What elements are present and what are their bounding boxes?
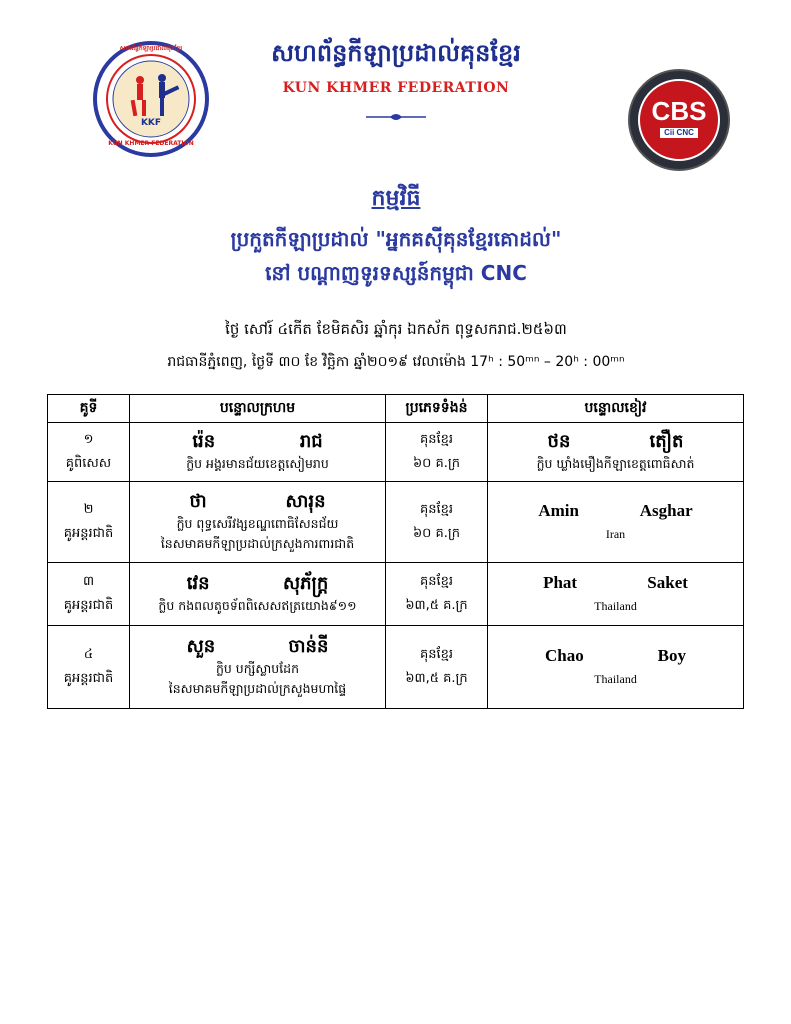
red-first-name: សួន bbox=[186, 636, 216, 657]
weight-class: គុនខ្មែរ bbox=[419, 647, 453, 662]
program-title: កម្មវិធី bbox=[371, 186, 421, 211]
header-blue-corner: បន្ទោលខៀវ bbox=[488, 395, 744, 423]
table-row bbox=[48, 482, 744, 563]
blue-country: Iran bbox=[605, 527, 626, 541]
table-row bbox=[48, 423, 744, 482]
red-club-association: នៃសមាគមកីឡាប្រដាល់ក្រសួងការពារជាតិ bbox=[160, 536, 355, 551]
event-date-time: រាជធានីភ្នំពេញ, ថ្ងៃទី ៣០ ខែ វិច្ឆិកា ឆ្នាំ២០១៩ វេលាម៉ោង 17ʰ : 50ᵐⁿ – 20ʰ : 00ᵐⁿ bbox=[167, 354, 625, 370]
header-red-corner: បន្ទោលក្រហម bbox=[130, 395, 386, 423]
fight-card-table bbox=[47, 394, 744, 709]
cbs-logo-text: CBS bbox=[651, 96, 707, 126]
bout-type: គូអន្តរជាតិ bbox=[63, 598, 114, 613]
blue-club: ក្លិប ឃ្លាំងមឿងកីឡាខេត្តពោធិសាត់ bbox=[536, 456, 695, 471]
bout-number: ៤ bbox=[83, 647, 94, 662]
bout-type: គូអន្តរជាតិ bbox=[63, 526, 114, 541]
bout-number: ១ bbox=[83, 432, 94, 447]
red-club-association: នៃសមាគមកីឡាប្រដាល់ក្រសួងមហាផ្ទៃ bbox=[168, 681, 347, 696]
red-last-name: សុភ័ក្ត្រ bbox=[282, 573, 329, 594]
red-first-name: ថា bbox=[189, 491, 207, 512]
blue-last-name: Saket bbox=[647, 573, 688, 592]
weight: ៦៣,៥ គ.ក្រ bbox=[405, 671, 468, 686]
weight-class: គុនខ្មែរ bbox=[419, 502, 453, 517]
red-club: ក្លិប ពុទ្ធសេរីវង្សខណ្ឌពោធិសែនជ័យ bbox=[176, 516, 339, 531]
header-weight-class: ប្រភេទទំងន់ bbox=[386, 395, 488, 423]
blue-first-name: Amin bbox=[538, 501, 579, 520]
weight-class: គុនខ្មែរ bbox=[419, 574, 453, 589]
red-last-name: ចាន់នី bbox=[288, 636, 329, 657]
weight-class: គុនខ្មែរ bbox=[419, 432, 453, 447]
weight: ៦៣,៥ គ.ក្រ bbox=[405, 598, 468, 613]
event-title: ប្រកួតកីឡាប្រដាល់ "អ្នកគស៊ីគុនខ្មែរគោដល់" bbox=[230, 227, 562, 251]
table-row bbox=[48, 563, 744, 626]
bout-number: ២ bbox=[83, 502, 94, 517]
red-first-name: វេន bbox=[186, 573, 210, 594]
red-first-name: រ៉េន bbox=[192, 431, 216, 452]
ornament-divider-icon bbox=[366, 108, 426, 120]
red-last-name: សារុន bbox=[285, 491, 326, 512]
blue-country: Thailand bbox=[594, 672, 637, 686]
table-row bbox=[48, 626, 744, 709]
blue-first-name: Chao bbox=[544, 646, 584, 665]
bout-type: គូពិសេស bbox=[65, 456, 112, 471]
table-header-row bbox=[48, 395, 744, 423]
header-bout-number: គូទី bbox=[48, 395, 130, 423]
weight: ៦០ គ.ក្រ bbox=[412, 456, 461, 471]
red-last-name: រាជ bbox=[299, 431, 323, 452]
bout-type: គូអន្តរជាតិ bbox=[63, 671, 114, 686]
bout-number: ៣ bbox=[82, 574, 95, 589]
red-club: ក្លិប កងពលតូចទ័ពពិសេសឥត្រយោង៩១១ bbox=[158, 598, 357, 613]
kkf-logo bbox=[92, 40, 210, 158]
blue-last-name: Asghar bbox=[639, 501, 693, 520]
cbs-logo bbox=[620, 68, 738, 172]
blue-first-name: ថន bbox=[547, 431, 571, 452]
logo-bottom-text: KUN KHMER FEDERATION bbox=[108, 140, 194, 147]
federation-name-khmer: សហព័ន្ធកីឡាប្រដាល់គុនខ្មែរ bbox=[271, 39, 521, 67]
blue-last-name: Boy bbox=[657, 646, 686, 665]
logo-initials: KKF bbox=[140, 118, 162, 128]
logo-ring-text: សហព័ន្ធកីឡាប្រដាល់គុនខ្មែរ bbox=[119, 45, 183, 52]
event-venue: នៅ បណ្តាញទូរទស្សន៍កម្ពុជា CNC bbox=[265, 261, 527, 285]
red-club: ក្លិប អង្គរមានជ័យខេត្តសៀមរាប bbox=[186, 456, 329, 471]
federation-name-english: KUN KHMER FEDERATION bbox=[282, 80, 510, 96]
cbs-logo-sub: Cii CNC bbox=[664, 128, 694, 137]
blue-first-name: Phat bbox=[543, 573, 578, 592]
weight: ៦០ គ.ក្រ bbox=[412, 526, 461, 541]
blue-last-name: តឿត bbox=[649, 431, 684, 452]
blue-country: Thailand bbox=[594, 599, 637, 613]
red-club: ក្លិប បក្សីស្លាបដែក bbox=[215, 661, 300, 676]
lunar-date: ថ្ងៃ សៅរ៍ ៤កើត ខែមិគសិរ ឆ្នាំកុរ ឯកស័ក ពុទ្ធសករាជ.២៥៦៣ bbox=[225, 320, 567, 338]
